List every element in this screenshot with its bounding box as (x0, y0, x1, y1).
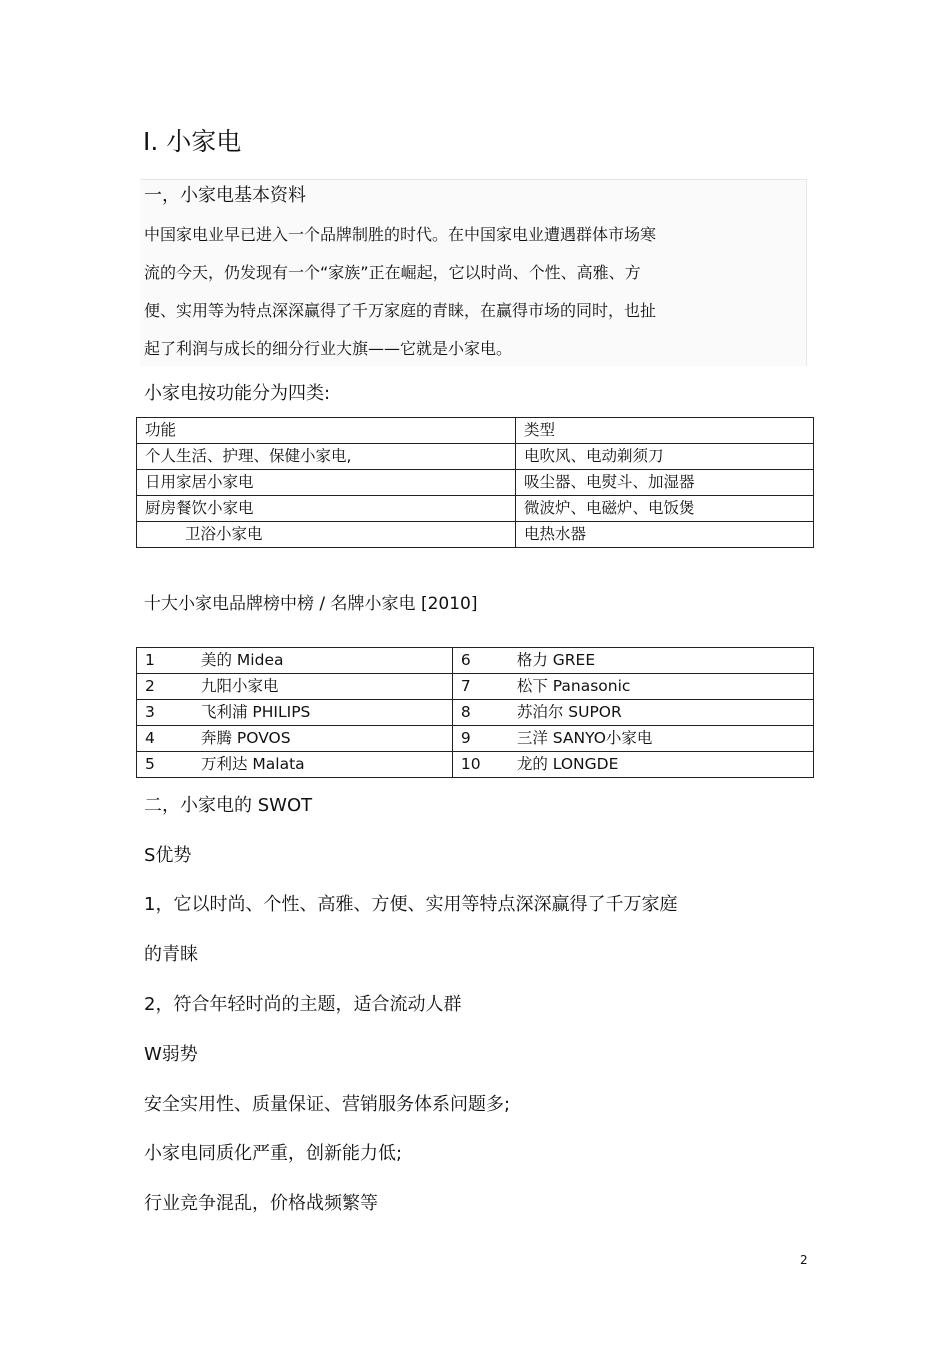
intro-line: 起了利润与成长的细分行业大旗——它就是小家电。 (144, 339, 513, 358)
rank-number: 4 (145, 729, 155, 747)
brands-title: 十大小家电品牌榜中榜 / 名牌小家电 [2010] (144, 594, 478, 614)
rank-number: 7 (460, 677, 471, 695)
table-cell (452, 674, 813, 700)
table-cell (137, 700, 453, 726)
brand-name: 飞利浦 PHILIPS (201, 703, 311, 721)
table-cell: 电吹风、电动剃须刀 (516, 444, 814, 470)
page-number: 2 (800, 1253, 808, 1267)
table-row (137, 470, 814, 496)
brand-name: 美的 Midea (201, 651, 284, 669)
intro-line: 便、实用等为特点深深赢得了千万家庭的青睐，在赢得市场的同时，也扯 (144, 301, 657, 320)
strength-title: S优势 (144, 845, 192, 866)
table-cell: 个人生活、护理、保健小家电, (137, 444, 516, 470)
weakness-line: 小家电同质化严重，创新能力低; (144, 1143, 403, 1164)
table-cell: 微波炉、电磁炉、电饭煲 (516, 496, 814, 522)
weakness-line: 安全实用性、质量保证、营销服务体系问题多; (144, 1094, 511, 1115)
rank-number: 9 (460, 729, 471, 747)
table-row (137, 522, 814, 548)
table-cell (137, 648, 453, 674)
table-header-cell: 功能 (137, 418, 516, 444)
table-row (137, 752, 814, 778)
table-row (137, 700, 814, 726)
brand-name: 奔腾 POVOS (201, 729, 291, 747)
table-cell (137, 674, 453, 700)
table-header-row (137, 418, 814, 444)
strength-line: 的青睐 (144, 944, 198, 965)
intro-line: 中国家电业早已进入一个品牌制胜的时代。在中国家电业遭遇群体市场寒 (144, 225, 657, 244)
table-cell: 卫浴小家电 (137, 522, 516, 548)
brand-name: 九阳小家电 (201, 677, 279, 695)
brand-name: 龙的 LONGDE (516, 755, 619, 773)
rank-number: 6 (460, 651, 471, 669)
table-row (137, 496, 814, 522)
section-title-swot: 二，小家电的 SWOT (144, 795, 313, 816)
table-row (137, 726, 814, 752)
table-row (137, 674, 814, 700)
table-header-cell: 类型 (516, 418, 814, 444)
table-cell (452, 700, 813, 726)
intro-paragraph (144, 222, 744, 374)
brand-name: 三洋 SANYO小家电 (516, 729, 653, 747)
table-cell (137, 726, 453, 752)
page-heading: I. 小家电 (143, 127, 242, 156)
rank-number: 2 (145, 677, 155, 695)
rank-number: 5 (145, 755, 155, 773)
table-cell (452, 648, 813, 674)
table-row (137, 444, 814, 470)
rank-number: 1 (145, 651, 155, 669)
brand-ranking-table (136, 647, 814, 778)
brand-name: 苏泊尔 SUPOR (516, 703, 622, 721)
categories-title: 小家电按功能分为四类: (144, 383, 331, 404)
table-cell (452, 726, 813, 752)
function-table (136, 417, 814, 548)
table-row (137, 648, 814, 674)
brand-name: 松下 Panasonic (516, 677, 631, 695)
table-cell: 日用家居小家电 (137, 470, 516, 496)
table-cell: 厨房餐饮小家电 (137, 496, 516, 522)
table-cell (452, 752, 813, 778)
rank-number: 3 (145, 703, 155, 721)
table-cell: 吸尘器、电熨斗、加湿器 (516, 470, 814, 496)
brand-name: 格力 GREE (516, 651, 596, 669)
rank-number: 10 (460, 755, 481, 773)
weakness-title: W弱势 (144, 1044, 198, 1065)
strength-line: 1，它以时尚、个性、高雅、方便、实用等特点深深赢得了千万家庭 (144, 894, 678, 915)
table-cell: 电热水器 (516, 522, 814, 548)
strength-line: 2，符合年轻时尚的主题，适合流动人群 (144, 994, 462, 1015)
weakness-line: 行业竞争混乱，价格战频繁等 (144, 1193, 378, 1214)
section-title-basic-info: 一，小家电基本资料 (144, 185, 306, 206)
intro-line: 流的今天，仍发现有一个“家族”正在崛起，它以时尚、个性、高雅、方 (144, 263, 641, 282)
table-cell (137, 752, 453, 778)
rank-number: 8 (460, 703, 471, 721)
brand-name: 万利达 Malata (201, 755, 305, 773)
